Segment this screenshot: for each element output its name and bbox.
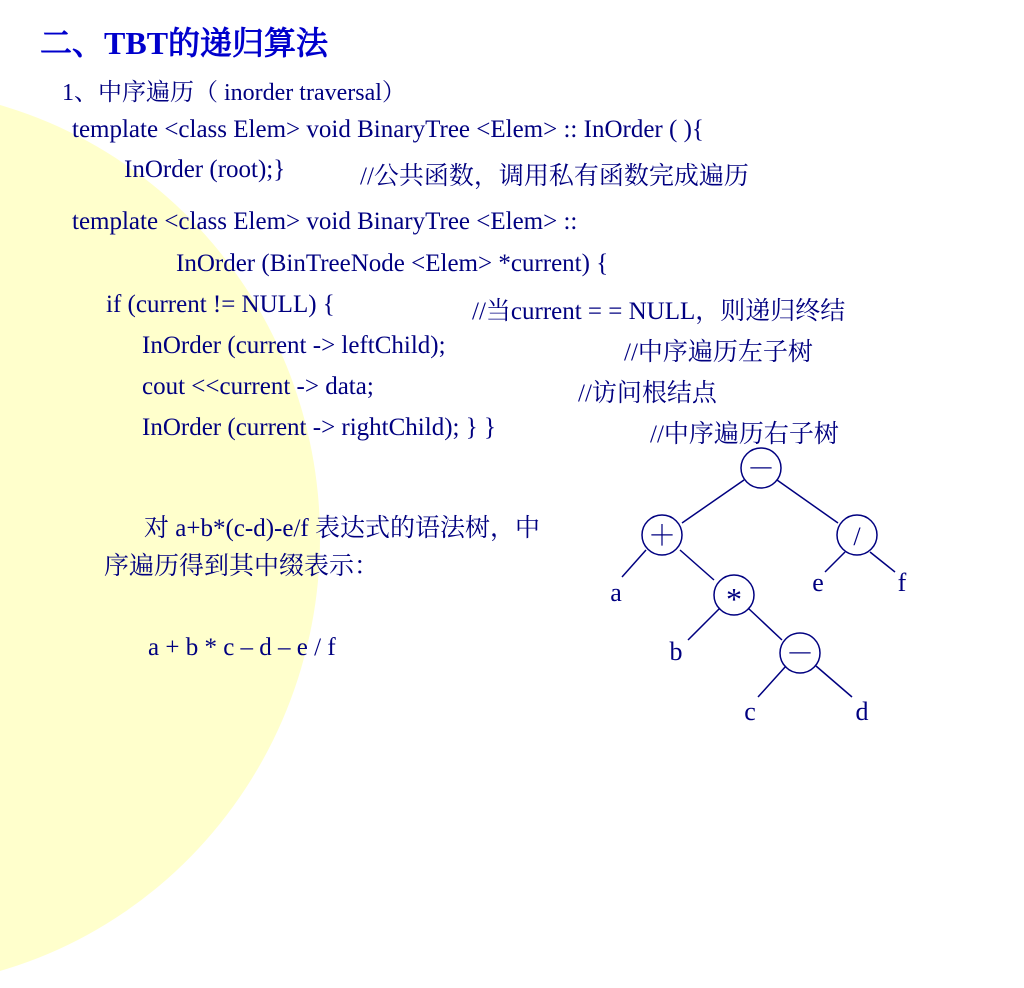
tree-leaf-d: d bbox=[855, 697, 869, 726]
code-comment-7: //访问根结点 bbox=[578, 380, 717, 407]
tree-leaf-e: e bbox=[812, 568, 824, 597]
slide-title: 二、TBT的递归算法 bbox=[40, 25, 329, 61]
code-line-6: InOrder (current -> leftChild); bbox=[142, 332, 446, 359]
code-comment-2: //公共函数，调用私有函数完成遍历 bbox=[360, 163, 749, 190]
code-line-2: InOrder (root);} bbox=[124, 156, 286, 183]
tree-leaf-b: b bbox=[669, 637, 683, 666]
edge-mul-minus bbox=[748, 608, 782, 640]
code-comment-6: //中序遍历左子树 bbox=[624, 339, 813, 366]
edge-root-plus bbox=[682, 480, 744, 523]
edge-div-e bbox=[825, 552, 845, 572]
slide-subtitle: 1、中序遍历（ inorder traversal） bbox=[62, 80, 406, 106]
edge-minus-d bbox=[816, 666, 852, 697]
tree-node-minus: － bbox=[785, 639, 815, 670]
tree-leaf-a: a bbox=[610, 578, 622, 607]
tree-node-plus: ＋ bbox=[647, 521, 677, 552]
tree-leaf-f: f bbox=[897, 568, 907, 597]
expression-description: 对 a+b*(c-d)-e/f 表达式的语法树，中序遍历得到其中缀表示： bbox=[104, 515, 540, 580]
edge-plus-a bbox=[622, 550, 646, 577]
code-line-7: cout <<current -> data; bbox=[142, 373, 374, 400]
tree-node-mul: * bbox=[726, 581, 742, 617]
expression-result: a + b * c – d – e / f bbox=[148, 634, 336, 661]
edge-plus-mul bbox=[680, 550, 714, 580]
tree-node-div: / bbox=[853, 522, 861, 551]
code-line-1: template <class Elem> void BinaryTree <Elem> :: InOrder ( ){ bbox=[72, 116, 704, 143]
edge-root-div bbox=[777, 480, 838, 523]
code-comment-8: //中序遍历右子树 bbox=[650, 421, 839, 448]
edge-div-f bbox=[870, 552, 895, 572]
tree-leaf-c: c bbox=[744, 697, 756, 726]
code-line-4: InOrder (BinTreeNode <Elem> *current) { bbox=[176, 250, 609, 277]
code-line-5: if (current != NULL) { bbox=[106, 291, 335, 318]
edge-mul-b bbox=[688, 608, 720, 640]
code-comment-5: //当current = = NULL，则递归终结 bbox=[472, 298, 846, 325]
code-line-3: template <class Elem> void BinaryTree <Elem> :: bbox=[72, 208, 578, 235]
tree-node-root: － bbox=[746, 454, 776, 485]
edge-minus-c bbox=[758, 666, 786, 697]
code-line-8: InOrder (current -> rightChild); } } bbox=[142, 414, 496, 441]
